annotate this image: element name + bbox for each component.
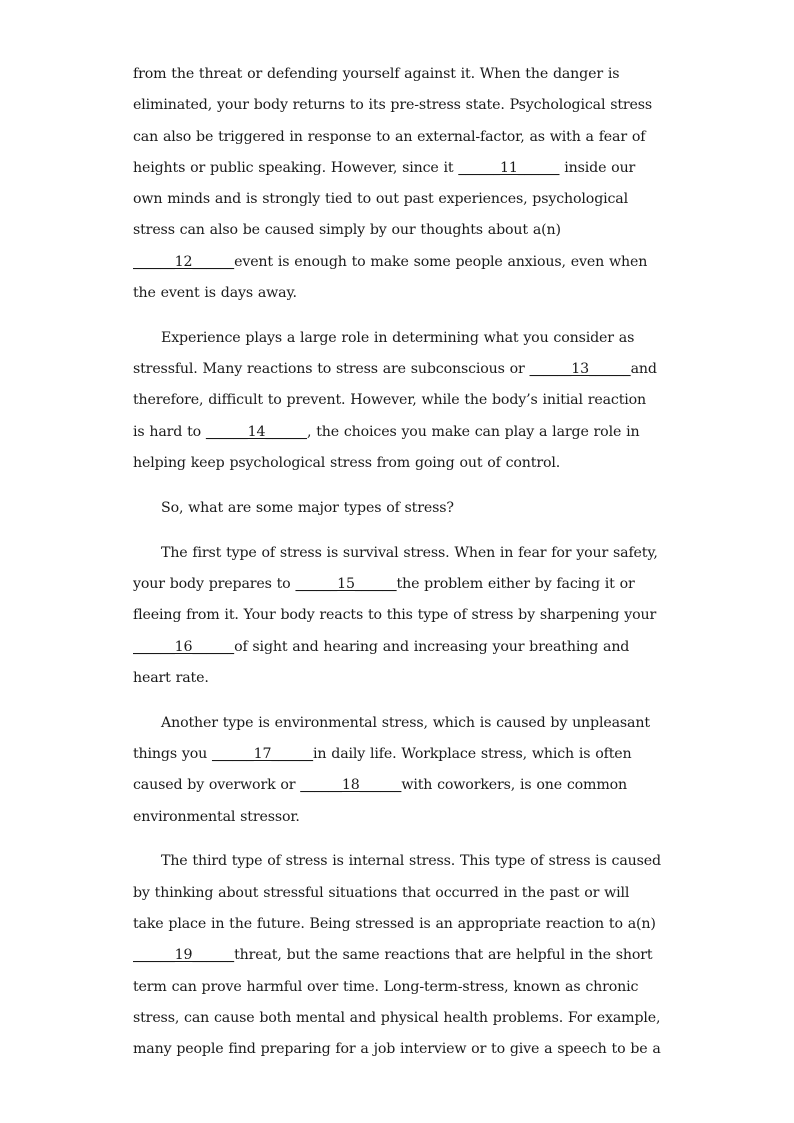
paragraph [133,59,661,309]
text-run: can also be triggered in response to an external-factor, as with a fear of [133,128,646,145]
answer-blank: ______12______ [133,253,235,270]
text-run: in daily life. Workplace stress, which is often [313,745,632,762]
text-line [133,940,661,971]
paragraph [133,538,661,694]
text-run: of sight and hearing and increasing your breathing and [234,638,630,655]
text-run: heart rate. [133,669,209,686]
text-run: stress can also be caused simply by our thoughts about a(n) [133,222,561,239]
answer-blank: ______16______ [133,638,235,655]
text-line [133,59,661,90]
text-line [133,448,661,479]
text-line [133,538,661,569]
text-line [133,972,661,1003]
text-run: many people find preparing for a job interview or to give a speech to be a [133,1041,661,1058]
text-line [133,184,661,215]
text-run: , the choices you make can play a large role in [306,423,640,440]
text-run: by thinking about stressful situations that occurred in the past or will [133,884,630,901]
text-line [133,663,661,694]
answer-blank: ______11______ [458,159,560,176]
text-run: threat, but the same reactions that are helpful in the short [234,947,653,964]
text-run: stressful. Many reactions to stress are subconscious or [133,361,530,378]
passage-text [133,59,661,1065]
paragraph-gap [133,833,661,847]
text-line [133,1034,661,1065]
text-run: inside our [559,159,636,176]
text-run: So, what are some major types of stress? [161,499,454,516]
text-run: your body prepares to [133,575,296,592]
text-line [133,493,661,524]
text-line [133,278,661,309]
text-line [133,569,661,600]
text-run: Experience plays a large role in determining what you consider as [161,329,635,346]
text-run: from the threat or defending yourself against it. When the danger is [133,66,620,82]
paragraph [133,846,661,1065]
text-line [133,600,661,631]
text-line [133,90,661,121]
paragraph-gap [133,309,661,323]
text-line [133,632,661,663]
paragraph [133,323,661,479]
text-run: the problem either by facing it or [396,575,635,592]
text-run: Another type is environmental stress, which is caused by unpleasant [161,714,650,731]
text-line [133,770,661,801]
paragraph-gap [133,479,661,493]
text-line [133,802,661,833]
text-run: environmental stressor. [133,808,300,825]
paragraph-gap [133,694,661,708]
text-line [133,153,661,184]
text-run: The first type of stress is survival stress. When in fear for your safety, [161,544,658,561]
text-run: caused by overwork or [133,777,301,794]
text-line [133,417,661,448]
answer-blank: ______14______ [205,423,307,440]
text-line [133,122,661,153]
text-line [133,354,661,385]
text-line [133,708,661,739]
text-run: with coworkers, is one common [401,777,628,794]
text-run: eliminated, your body returns to its pre-stress state. Psychological stress [133,97,653,114]
text-run: term can prove harmful over time. Long-term-stress, known as chronic [133,978,639,995]
text-run: own minds and is strongly tied to out past experiences, psychological [133,191,629,208]
paragraph [133,493,661,524]
text-run: fleeing from it. Your body reacts to this type of stress by sharpening your [133,607,657,624]
answer-blank: ______18______ [300,777,402,794]
paragraph [133,708,661,833]
text-run: therefore, difficult to prevent. However, while the body’s initial reaction [133,392,647,409]
text-line [133,1003,661,1034]
text-run: event is enough to make some people anxious, even when [234,253,648,270]
answer-blank: ______17______ [211,745,314,762]
answer-blank: ______19______ [133,947,235,964]
text-run: take place in the future. Being stressed is an appropriate reaction to a(n) [133,915,656,932]
text-line [133,909,661,940]
text-run: is hard to [133,423,206,440]
text-line [133,247,661,278]
paragraph-gap [133,524,661,538]
text-line [133,739,661,770]
text-run: The third type of stress is internal stress. This type of stress is caused [161,853,661,870]
text-run: things you [133,745,212,762]
text-line [133,846,661,877]
answer-blank: ______15______ [295,575,397,592]
text-run: helping keep psychological stress from going out of control. [133,455,561,472]
text-run: heights or public speaking. However, since it [133,159,459,176]
text-line [133,385,661,416]
text-line [133,323,661,354]
text-line [133,215,661,246]
text-run: and [630,361,657,378]
text-run: stress, can cause both mental and physical health problems. For example, [133,1009,661,1026]
text-line [133,878,661,909]
answer-blank: ______13______ [529,361,631,378]
text-run: the event is days away. [133,285,297,302]
